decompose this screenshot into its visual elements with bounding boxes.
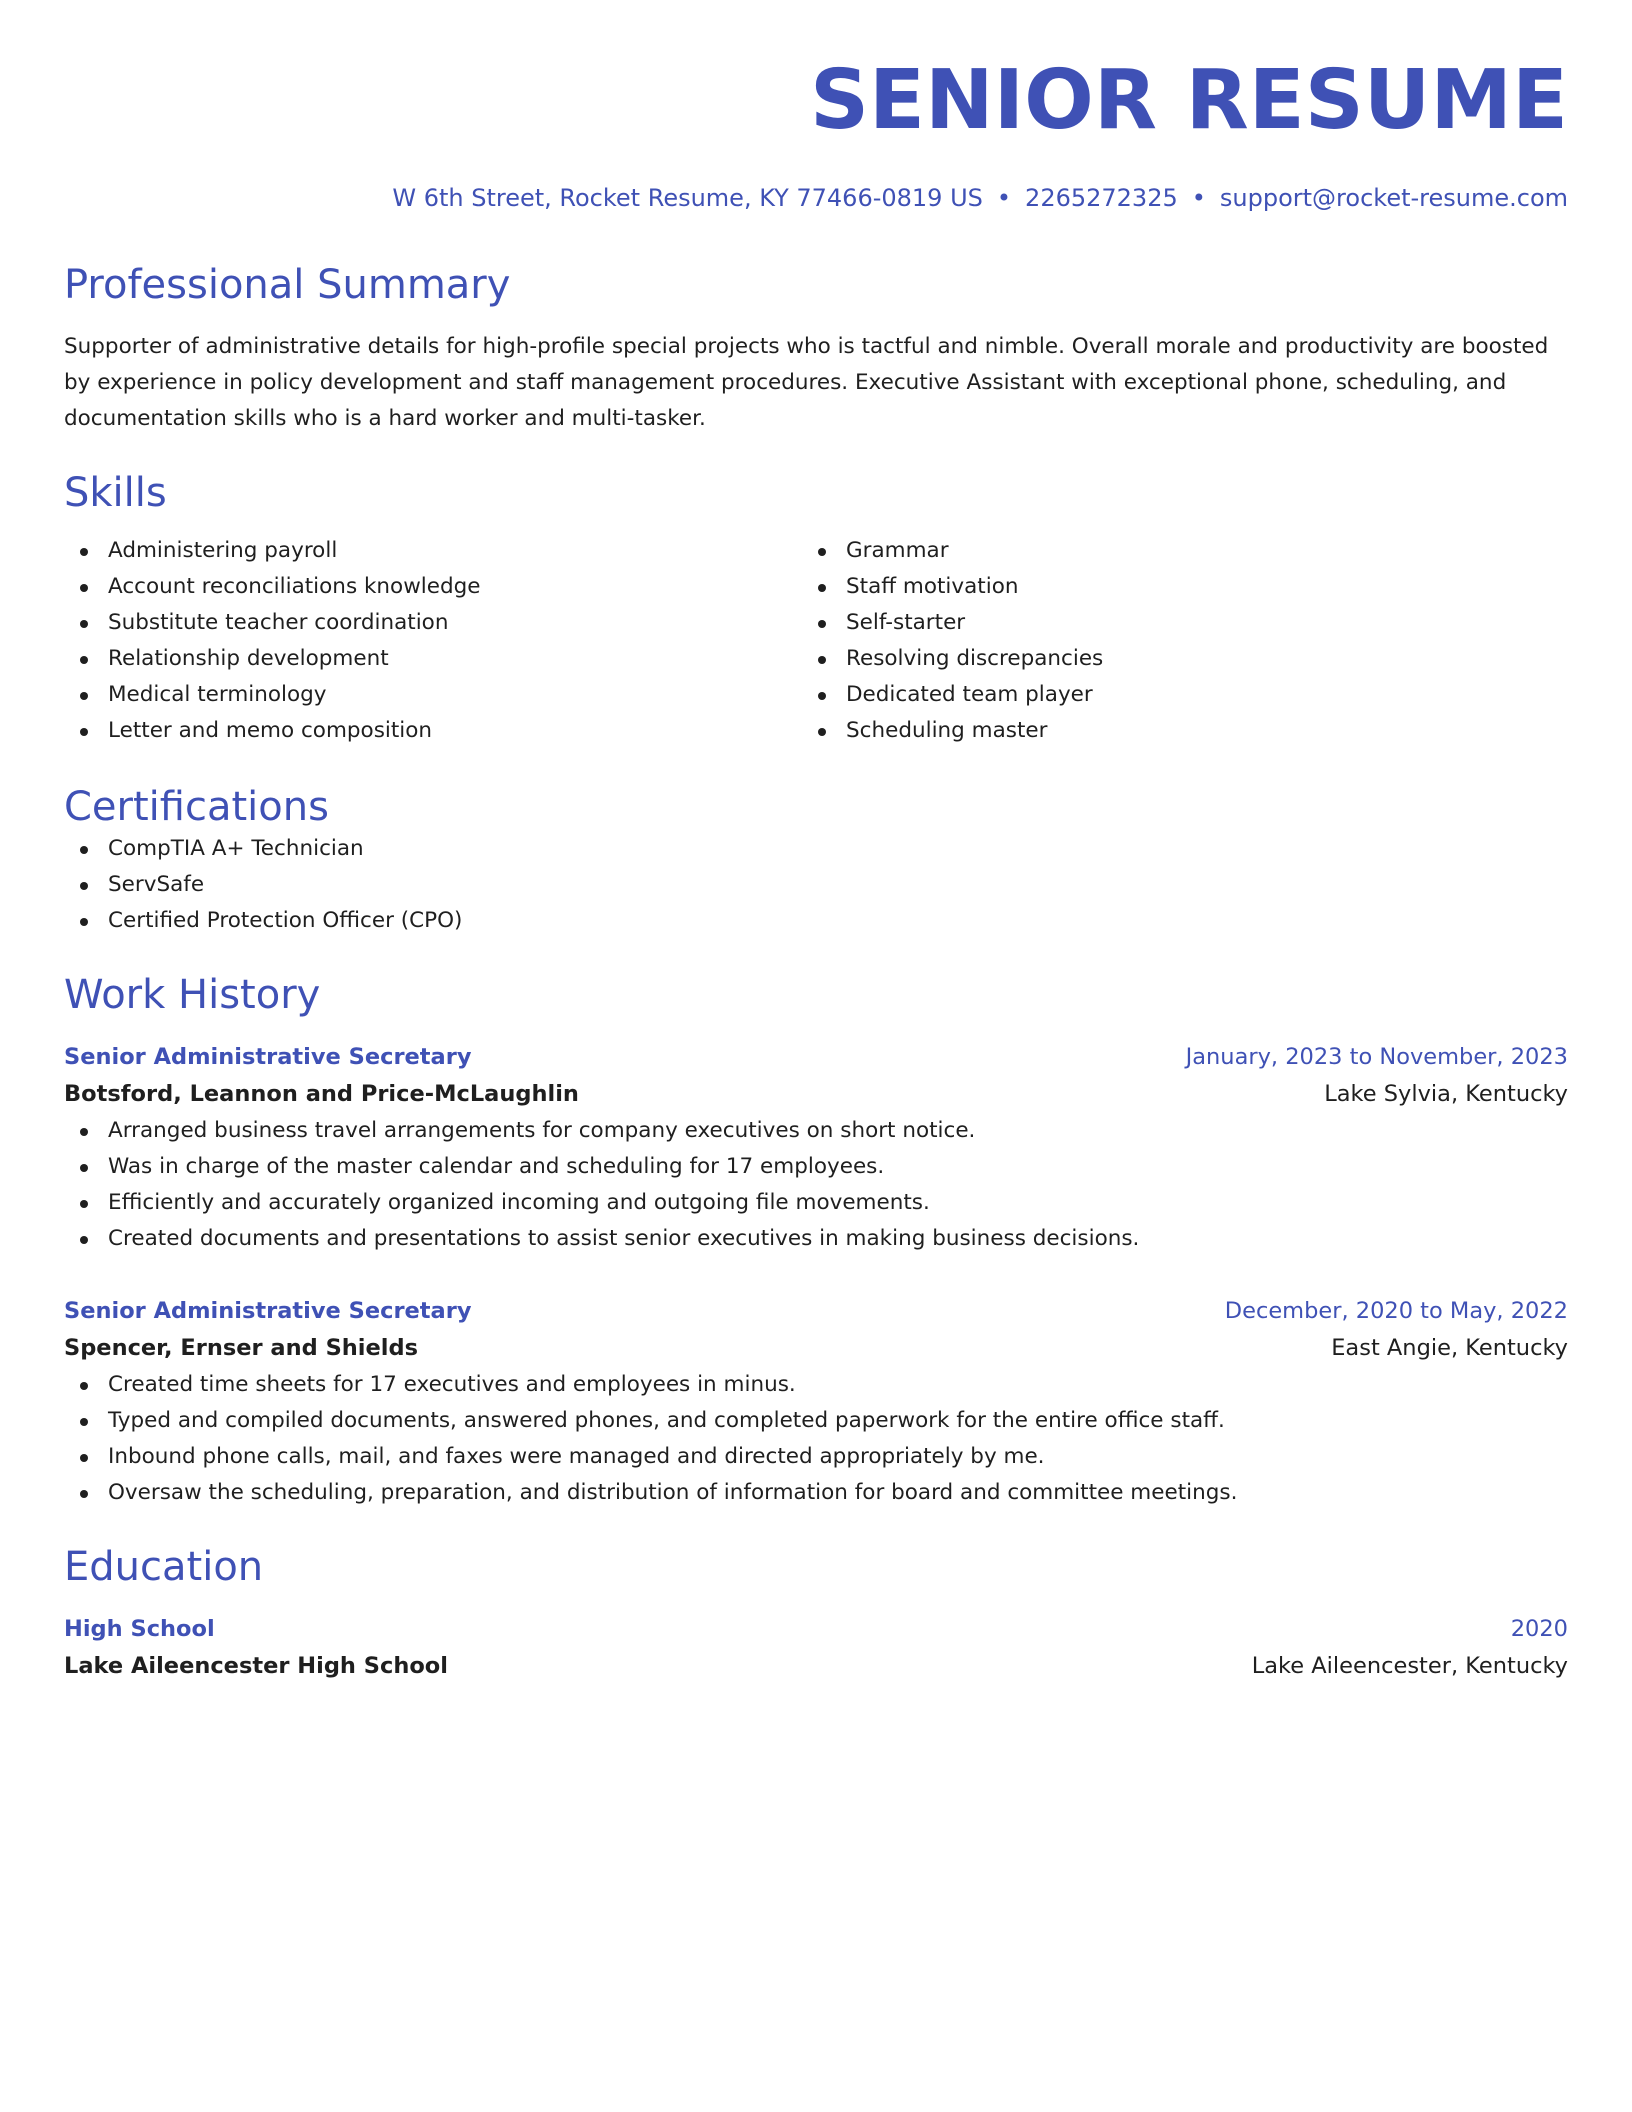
job-entry (64, 1293, 1568, 1511)
skill-label: Resolving discrepancies (846, 645, 1104, 671)
contact-separator: • (996, 184, 1012, 212)
skills-list-left (64, 533, 802, 749)
job-title: Senior Administrative Secretary (64, 1297, 472, 1324)
job-entry (64, 1039, 1568, 1257)
skill-label: Scheduling master (846, 717, 1048, 743)
bullet-icon (818, 548, 826, 556)
bullet-icon (80, 1382, 88, 1390)
job-duty (64, 1403, 1568, 1439)
skills-grid (64, 533, 1568, 749)
certification-item (64, 867, 1568, 903)
job-duties-list (64, 1113, 1568, 1257)
bullet-icon (80, 1200, 88, 1208)
bullet-icon (80, 1490, 88, 1498)
job-duty-text: Inbound phone calls, mail, and faxes were managed and directed appropriately by me. (108, 1443, 1045, 1469)
skill-item (802, 533, 1540, 569)
contact-email: support@rocket-resume.com (1219, 184, 1568, 212)
certification-label: ServSafe (108, 871, 205, 897)
job-company-row (64, 1075, 1568, 1113)
job-duty-text: Arranged business travel arrangements for company executives on short notice. (108, 1117, 976, 1143)
summary-text: Supporter of administrative details for high-profile special projects who is tactful and nimble. Overall morale and productivity are boosted by experience in policy development and staff management procedures. Executive Assistant with exceptional phone, scheduling, and documentation skills who is a hard worker and multi-tasker. (64, 333, 1549, 431)
skill-label: Dedicated team player (846, 681, 1093, 707)
summary-section (64, 261, 1568, 437)
skill-label: Grammar (846, 537, 949, 563)
contact-separator: • (1191, 184, 1206, 212)
skill-label: Medical terminology (108, 681, 327, 707)
job-company: Spencer, Ernser and Shields (64, 1334, 418, 1361)
summary-heading: Professional Summary (64, 261, 511, 308)
skill-label: Relationship development (108, 645, 389, 671)
skills-column-right (802, 533, 1540, 749)
certification-item (64, 903, 1568, 939)
education-section (64, 1543, 1568, 1685)
education-entry (64, 1611, 1568, 1685)
skill-item (64, 713, 802, 749)
bullet-icon (80, 620, 88, 628)
skill-label: Letter and memo composition (108, 717, 433, 743)
work-history-heading: Work History (64, 971, 321, 1018)
job-duty (64, 1475, 1568, 1511)
job-duty (64, 1439, 1568, 1475)
education-header-row (64, 1611, 1568, 1647)
resume-name: SENIOR RESUME (809, 53, 1568, 148)
education-school: Lake Aileencester High School (64, 1652, 448, 1679)
skills-section (64, 469, 1568, 749)
job-duty-text: Created time sheets for 17 executives and employees in minus. (108, 1371, 796, 1397)
job-duty (64, 1149, 1568, 1185)
job-duty-text: Created documents and presentations to assist senior executives in making business decisions. (108, 1225, 1140, 1251)
bullet-icon (80, 548, 88, 556)
bullet-icon (818, 692, 826, 700)
education-location: Lake Aileencester, Kentucky (1251, 1652, 1568, 1679)
job-duty (64, 1221, 1568, 1257)
skill-item (64, 677, 802, 713)
job-location: Lake Sylvia, Kentucky (1324, 1080, 1568, 1107)
education-year: 2020 (1510, 1615, 1568, 1642)
certification-item (64, 831, 1568, 867)
skills-column-left (64, 533, 802, 749)
skill-item (802, 713, 1540, 749)
education-degree: High School (64, 1615, 215, 1642)
skill-item (802, 605, 1540, 641)
bullet-icon (80, 1128, 88, 1136)
job-duty (64, 1367, 1568, 1403)
certification-label: Certified Protection Officer (CPO) (108, 907, 463, 933)
bullet-icon (80, 918, 88, 926)
bullet-icon (80, 1454, 88, 1462)
bullet-icon (818, 620, 826, 628)
contact-phone: 2265272325 (1025, 184, 1178, 212)
skill-label: Substitute teacher coordination (108, 609, 449, 635)
skills-list-right (802, 533, 1540, 749)
bullet-icon (818, 584, 826, 592)
job-duty (64, 1113, 1568, 1149)
job-dates: December, 2020 to May, 2022 (1224, 1297, 1568, 1324)
skills-heading: Skills (64, 469, 167, 516)
education-school-row (64, 1647, 1568, 1685)
skill-item (802, 677, 1540, 713)
contact-line (64, 184, 1568, 213)
skill-label: Account reconciliations knowledge (108, 573, 481, 599)
job-location: East Angie, Kentucky (1331, 1334, 1568, 1361)
bullet-icon (80, 728, 88, 736)
bullet-icon (80, 584, 88, 592)
bullet-icon (818, 656, 826, 664)
job-duty-text: Was in charge of the master calendar and scheduling for 17 employees. (108, 1153, 885, 1179)
job-dates: January, 2023 to November, 2023 (1185, 1043, 1568, 1070)
job-duties-list (64, 1367, 1568, 1511)
certifications-heading: Certifications (64, 783, 329, 830)
bullet-icon (80, 692, 88, 700)
job-duty-text: Oversaw the scheduling, preparation, and distribution of information for board and committee meetings. (108, 1479, 1238, 1505)
certifications-list (64, 831, 1568, 939)
skill-item (802, 641, 1540, 677)
bullet-icon (80, 1418, 88, 1426)
bullet-icon (80, 1236, 88, 1244)
job-company-row (64, 1329, 1568, 1367)
bullet-icon (80, 1164, 88, 1172)
job-duty-text: Efficiently and accurately organized incoming and outgoing file movements. (108, 1189, 930, 1215)
skill-label: Administering payroll (108, 537, 338, 563)
skill-item (64, 605, 802, 641)
bullet-icon (80, 846, 88, 854)
job-company: Botsford, Leannon and Price-McLaughlin (64, 1080, 579, 1107)
job-duty (64, 1185, 1568, 1221)
skill-item (64, 533, 802, 569)
resume-header (64, 0, 1568, 213)
job-header-row (64, 1039, 1568, 1075)
job-duty-text: Typed and compiled documents, answered phones, and completed paperwork for the entire office staff. (108, 1407, 1225, 1433)
education-heading: Education (64, 1543, 264, 1590)
job-title: Senior Administrative Secretary (64, 1043, 472, 1070)
contact-address: W 6th Street, Rocket Resume, KY 77466-0819 US (392, 184, 983, 212)
skill-item (802, 569, 1540, 605)
work-history-section (64, 971, 1568, 1511)
skill-label: Self-starter (846, 609, 966, 635)
certifications-section (64, 783, 1568, 939)
certification-label: CompTIA A+ Technician (108, 835, 364, 861)
job-header-row (64, 1293, 1568, 1329)
skill-item (64, 641, 802, 677)
skill-item (64, 569, 802, 605)
bullet-icon (818, 728, 826, 736)
bullet-icon (80, 656, 88, 664)
skill-label: Staff motivation (846, 573, 1019, 599)
bullet-icon (80, 882, 88, 890)
